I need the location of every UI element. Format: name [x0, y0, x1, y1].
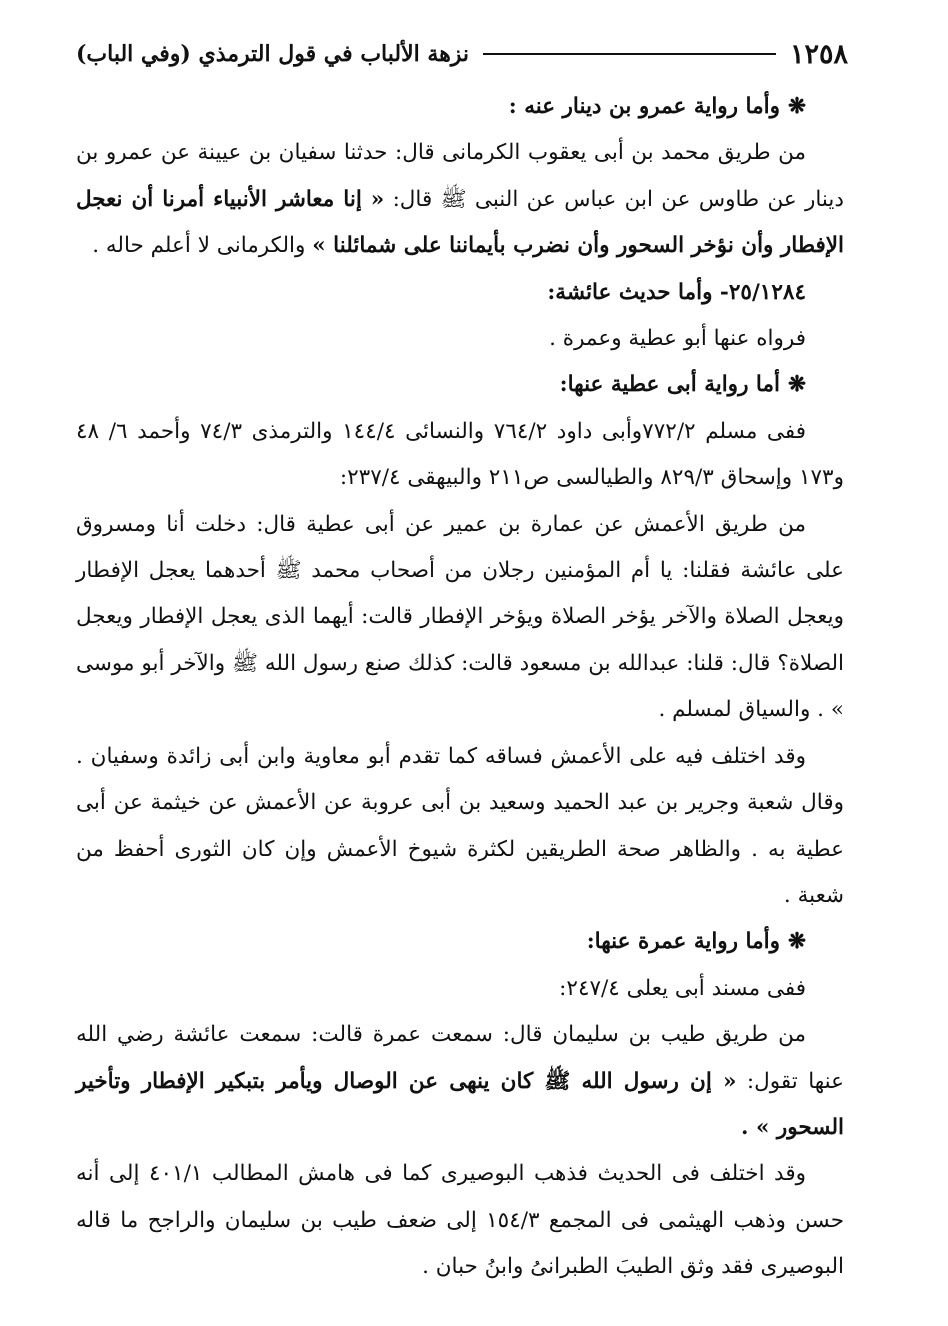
- heading-text: وأما رواية عمرو بن دينار عنه :: [508, 94, 780, 119]
- running-title: نزهة الألباب في قول الترمذي (وفي الباب): [76, 41, 470, 67]
- heading-text: أما رواية أبى عطية عنها:: [559, 372, 780, 398]
- hadith-quote: « إن رسول الله ﷺ كان ينهى عن الوصال ويأمر بتبكير الإفطار وتأخير السحور » .: [76, 1068, 844, 1140]
- section-heading: ٢٥/١٢٨٤- وأما حديث عائشة:: [547, 279, 806, 305]
- header-rule: [483, 53, 776, 55]
- text: من طريق طيب بن سليمان قال: سمعت عمرة قالت: سمعت عائشة رضي الله عنها تقول:: [76, 1022, 844, 1094]
- text: والكرمانى لا أعلم حاله .: [92, 233, 306, 259]
- hadith-quote: « إنا معاشر الأنبياء أمرنا أن نعجل الإفطار وأن نؤخر السحور وأن نضرب بأيماننا على شمائلنا »: [76, 186, 844, 259]
- paragraph: وقد اختلف فى الحديث فذهب البوصيرى كما فى هامش المطالب ٤٠١/١ إلى أنه حسن وذهب الهيثمى فى المجمع ١٥٤/٣ إلى ضعف طيب بن سليمان والراجح ما قاله البوصيرى فقد وثق الطيبَ الطبرانىُ وابنُ حبان .: [76, 1161, 845, 1280]
- star-icon: ❋: [787, 929, 806, 955]
- paragraph: فرواه عنها أبو عطية وعمرة .: [549, 326, 806, 352]
- section-heading: [76, 919, 844, 965]
- paragraph: [76, 130, 844, 269]
- star-icon: ❋: [787, 372, 806, 398]
- text: من طريق محمد بن أبى يعقوب الكرمانى قال: حدثنا سفيان بن عيينة عن عمرو بن دينار عن طاوس عن ابن عباس عن النبى ﷺ قال:: [76, 140, 844, 212]
- page-number: ١٢٥٨: [789, 38, 848, 70]
- star-icon: ❋: [787, 94, 806, 119]
- citation-paragraph: ففى مسند أبى يعلى ٢٤٧/٤:: [559, 975, 806, 1001]
- paragraph: من طريق الأعمش عن عمارة بن عمير عن أبى عطية قال: دخلت أنا ومسروق على عائشة فقلنا: يا أم المؤمنين رجلان من أصحاب محمد ﷺ أحدهما يعجل الإفطار ويعجل الصلاة والآخر يؤخر الصلاة ويؤخر الإفطار قالت: أيهما الذى يعجل الإفطار ويعجل الصلاة؟ قال: قلنا: عبدالله بن مسعود قالت: كذلك صنع رسول الله ﷺ والآخر أبو موسى » . والسياق لمسلم .: [76, 511, 844, 723]
- section-heading: [76, 362, 844, 408]
- page-header: [76, 34, 848, 74]
- heading-text: وأما رواية عمرة عنها:: [586, 929, 780, 955]
- citation-paragraph: ففى مسلم ٧٧٢/٢وأبى داود ٧٦٤/٢ والنسائى ١٤٤/٤ والترمذى ٧٤/٣ وأحمد ٦/ ٤٨ و١٧٣ وإسحاق ٨٢٩/٣ والطيالسى ص٢١١ والبيهقى ٢٣٧/٤:: [76, 418, 844, 491]
- paragraph: [76, 1012, 844, 1151]
- section-heading: [76, 84, 844, 130]
- page-body: [76, 84, 844, 1291]
- paragraph: وقد اختلف فيه على الأعمش فساقه كما تقدم أبو معاوية وابن أبى زائدة وسفيان . وقال شعبة وجرير بن عبد الحميد وسعيد بن أبى عروبة عن الأعمش عن خيثمة عن أبى عطية به . والظاهر صحة الطريقين لكثرة شيوخ الأعمش وإن كان الثورى أحفظ من شعبة .: [76, 743, 844, 908]
